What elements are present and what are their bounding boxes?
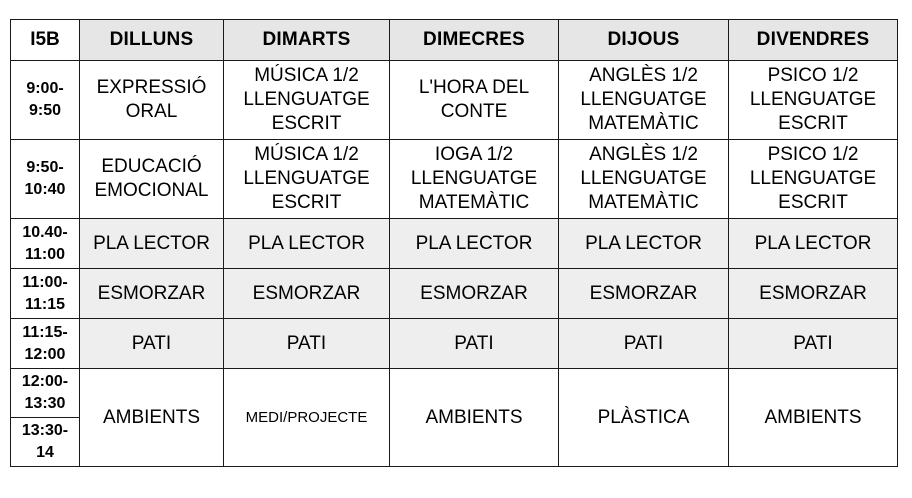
time-start: 13:30- [21, 422, 69, 439]
lesson-cell: PLA LECTOR [224, 219, 390, 269]
lesson-line: ESCRIT [271, 113, 342, 134]
time-start: 11:15- [22, 323, 68, 341]
time-slot [11, 61, 80, 140]
time-slot [11, 319, 80, 369]
time-end: 10:40 [24, 181, 66, 198]
lesson-cell: PATI [224, 319, 390, 369]
lesson-cell: AMBIENTS [390, 369, 559, 467]
table-row [11, 219, 898, 269]
lesson-cell [390, 140, 559, 219]
lesson-cell [729, 140, 898, 219]
lesson-line: ANGLÈS 1/2 [589, 144, 698, 165]
lesson-line: EXPRESSIÓ [96, 77, 207, 98]
time-end: 11:15 [24, 295, 66, 313]
lesson-line: MÚSICA 1/2 [254, 65, 359, 86]
lesson-line: L'HORA DEL [418, 77, 530, 98]
lesson-cell: ESMORZAR [390, 269, 559, 319]
lesson-cell [559, 61, 729, 140]
lesson-cell: AMBIENTS [80, 369, 224, 467]
lesson-cell: PLA LECTOR [80, 219, 224, 269]
day-header-friday: DIVENDRES [729, 20, 898, 61]
lesson-line: MATEMÀTIC [588, 192, 699, 213]
lesson-line: PSICO 1/2 [767, 65, 859, 86]
lesson-cell: PATI [729, 319, 898, 369]
time-slot [11, 219, 80, 269]
lesson-line: ESCRIT [778, 192, 848, 213]
lesson-line: ESCRIT [778, 113, 848, 134]
time-slot [11, 369, 80, 418]
lesson-cell: PLA LECTOR [729, 219, 898, 269]
lesson-line: MATEMÀTIC [418, 192, 530, 213]
time-start: 12:00- [21, 373, 69, 390]
lesson-cell: MEDI/PROJECTE [224, 369, 390, 467]
lesson-cell [80, 140, 224, 219]
time-start: 10.40- [22, 223, 68, 241]
lesson-cell: PLA LECTOR [559, 219, 729, 269]
lesson-cell: ESMORZAR [80, 269, 224, 319]
table-row [11, 140, 898, 219]
day-header-tuesday: DIMARTS [224, 20, 390, 61]
time-end: 13:30 [24, 395, 66, 412]
lesson-cell [559, 140, 729, 219]
lesson-line: MATEMÀTIC [588, 113, 699, 134]
lesson-cell: ESMORZAR [729, 269, 898, 319]
lesson-line: EDUCACIÓ [101, 156, 202, 177]
time-slot [11, 269, 80, 319]
time-end: 14 [36, 444, 54, 461]
lesson-cell: PATI [390, 319, 559, 369]
lesson-line: LLENGUATGE [580, 168, 707, 189]
time-end: 11:00 [24, 245, 66, 263]
lesson-cell [224, 61, 390, 140]
lesson-line: ORAL [125, 101, 178, 122]
lesson-cell: PATI [80, 319, 224, 369]
lesson-line: ANGLÈS 1/2 [589, 65, 698, 86]
lesson-line: PSICO 1/2 [767, 144, 859, 165]
table-row [11, 61, 898, 140]
lesson-line: LLENGUATGE [749, 89, 877, 110]
lesson-cell: ESMORZAR [224, 269, 390, 319]
time-start: 9:00- [26, 80, 64, 97]
lesson-cell: PLA LECTOR [390, 219, 559, 269]
lesson-cell [224, 140, 390, 219]
lesson-line: MÚSICA 1/2 [254, 144, 359, 165]
day-header-wednesday: DIMECRES [390, 20, 559, 61]
lesson-cell: PATI [559, 319, 729, 369]
table-row [11, 319, 898, 369]
time-start: 9:50- [26, 159, 64, 176]
lesson-line: CONTE [440, 101, 508, 122]
timetable [10, 19, 898, 467]
lesson-cell [80, 61, 224, 140]
lesson-cell: ESMORZAR [559, 269, 729, 319]
time-end: 12:00 [24, 345, 66, 363]
lesson-line: LLENGUATGE [243, 89, 370, 110]
day-header-thursday: DIJOUS [559, 20, 729, 61]
day-header-monday: DILLUNS [80, 20, 224, 61]
time-end: 9:50 [28, 102, 62, 119]
time-start: 11:00- [22, 273, 68, 291]
lesson-cell: AMBIENTS [729, 369, 898, 467]
lesson-cell: PLÀSTICA [559, 369, 729, 467]
table-row [11, 369, 898, 418]
lesson-line: ESCRIT [271, 192, 342, 213]
lesson-line: LLENGUATGE [243, 168, 370, 189]
lesson-line: EMOCIONAL [94, 180, 209, 201]
lesson-cell [729, 61, 898, 140]
table-row [11, 269, 898, 319]
lesson-cell [390, 61, 559, 140]
time-slot [11, 140, 80, 219]
lesson-line: LLENGUATGE [580, 89, 707, 110]
class-label: I5B [11, 20, 80, 61]
lesson-line: LLENGUATGE [410, 168, 538, 189]
lesson-line: LLENGUATGE [749, 168, 877, 189]
time-slot [11, 418, 80, 467]
lesson-line: IOGA 1/2 [434, 144, 514, 165]
